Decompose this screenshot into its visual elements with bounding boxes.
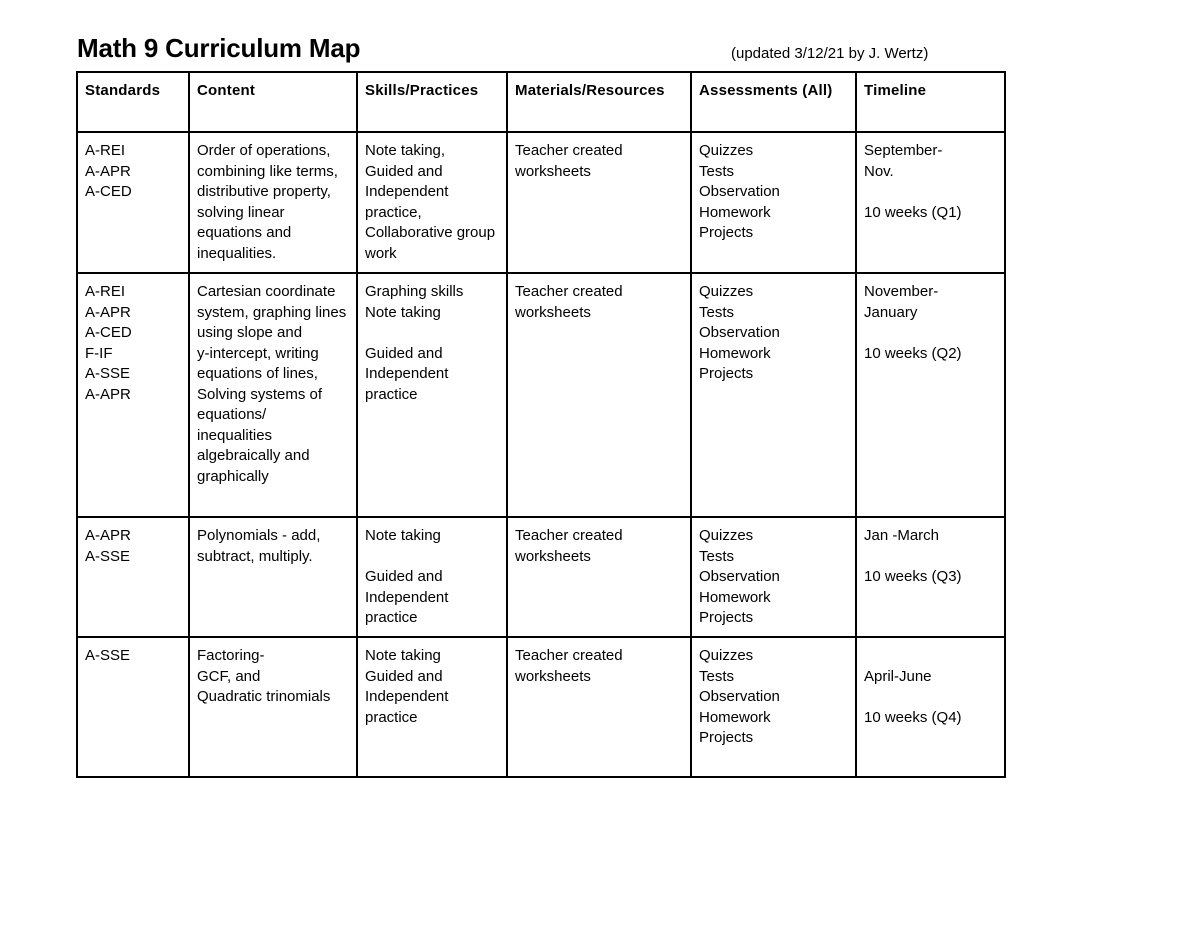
assessments-cell: Quizzes Tests Observation Homework Projects [691,517,856,637]
skills-cell: Graphing skills Note taking Guided and Independent practice [357,273,507,517]
header-standards: Standards [77,72,189,132]
header-assessments: Assessments (All) [691,72,856,132]
header-timeline: Timeline [856,72,1005,132]
updated-note: (updated 3/12/21 by J. Wertz) [731,45,929,62]
content-cell: Order of operations, combining like terms, distributive property, solving linear equations and inequalities. [189,132,357,273]
assessments-cell: Quizzes Tests Observation Homework Projects [691,132,856,273]
materials-cell: Teacher created worksheets [507,637,691,777]
header-materials-resources: Materials/Resources [507,72,691,132]
standards-cell: A-APR A-SSE [77,517,189,637]
assessments-cell: Quizzes Tests Observation Homework Projects [691,273,856,517]
skills-cell: Note taking, Guided and Independent practice, Collaborative group work [357,132,507,273]
skills-cell: Note taking Guided and Independent practice [357,637,507,777]
content-cell: Factoring- GCF, and Quadratic trinomials [189,637,357,777]
table-row [77,517,1005,637]
materials-cell: Teacher created worksheets [507,273,691,517]
content-cell: Polynomials - add, subtract, multiply. [189,517,357,637]
standards-cell: A-SSE [77,637,189,777]
standards-cell: A-REI A-APR A-CED F-IF A-SSE A-APR [77,273,189,517]
table-row [77,273,1005,517]
header-skills-practices: Skills/Practices [357,72,507,132]
table-row [77,132,1005,273]
materials-cell: Teacher created worksheets [507,517,691,637]
materials-cell: Teacher created worksheets [507,132,691,273]
timeline-cell: Jan -March 10 weeks (Q3) [856,517,1005,637]
table-row [77,637,1005,777]
timeline-cell: April-June 10 weeks (Q4) [856,637,1005,777]
table-header-row [77,72,1005,132]
page-title: Math 9 Curriculum Map [77,33,361,63]
content-cell: Cartesian coordinate system, graphing lines using slope and y-intercept, writing equations of lines, Solving systems of equations/ inequalities algebraically and graphically [189,273,357,517]
curriculum-table [76,71,1006,778]
standards-cell: A-REI A-APR A-CED [77,132,189,273]
timeline-cell: November- January 10 weeks (Q2) [856,273,1005,517]
skills-cell: Note taking Guided and Independent practice [357,517,507,637]
timeline-cell: September- Nov. 10 weeks (Q1) [856,132,1005,273]
assessments-cell: Quizzes Tests Observation Homework Projects [691,637,856,777]
header-content: Content [189,72,357,132]
